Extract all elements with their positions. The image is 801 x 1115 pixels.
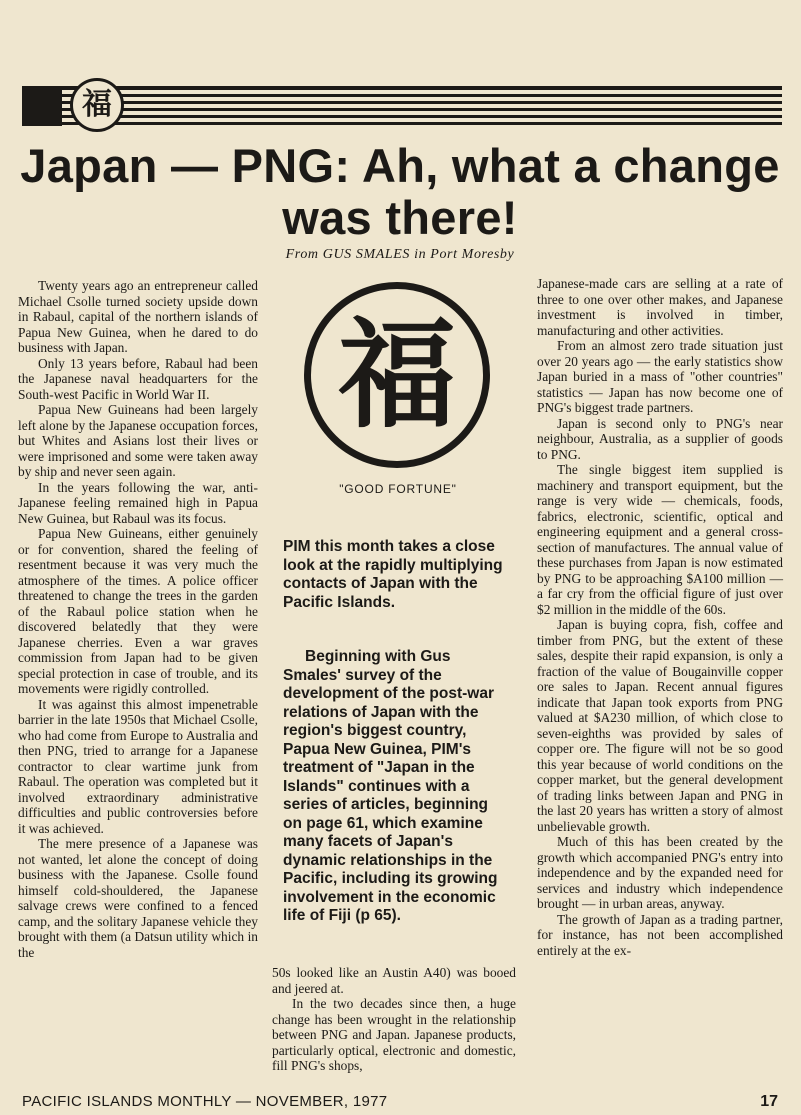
editor-intro: PIM this month takes a close look at the rapidly multiplying contacts of Japan with the Pacific Islands.	[283, 538, 503, 611]
editor-intro-continued: Beginning with Gus Smales' survey of the development of the post-war relations of Japan with the region's biggest country, Papua New Guinea, PIM's treatment of "Japan in the Islands" continues with a series of articles, beginning on page 61, which examine many facets of Japan's dynamic relationships in the Pacific, including its growing involvement in the economic life of Fiji (p 65).	[283, 648, 498, 924]
figure-caption: "GOOD FORTUNE"	[339, 482, 457, 496]
paragraph: Papua New Guineans had been largely left alone by the Japanese occupation forces, but Whites and Asians lost their lives or were imprisoned and some were taken away by ship and never seen again.	[18, 402, 258, 479]
paragraph: Japan is buying copra, fish, coffee and timber from PNG, but the extent of these sales, despite their rapid expansion, is only a fraction of the value of Bougainville copper ore sales to Japan. Recent annual figures indicate that Japan took exports from PNG valued at $A230 million, of which close to seven-eighths was provided by sales of copper ore. The figure will not be so good this year because of world conditions on the copper market, but the general development of trading links between Japan and PNG in the last 20 years has written a story of almost unbelievable growth.	[537, 617, 783, 834]
paragraph: 50s looked like an Austin A40) was booed and jeered at.	[272, 965, 516, 996]
page-footer	[22, 1088, 782, 1112]
paragraph: From an almost zero trade situation just over 20 years ago — the early statistics show Japan buried in a mass of "other countries" statistics — Japan has now become one of PNG's biggest trade partners.	[537, 338, 783, 415]
paragraph: Japan is second only to PNG's near neighbour, Australia, as a supplier of goods to PNG.	[537, 415, 783, 462]
paragraph: The mere presence of a Japanese was not wanted, let alone the concept of doing business with the Japanese. Csolle found himself cold-shouldered, the Japanese salvage crews were confined to a fenced camp, and the solitary Japanese vehicle they brought with them (a Datsun utility which in the	[18, 836, 258, 960]
good-fortune-seal-icon: 福	[304, 282, 490, 468]
byline: From GUS SMALES in Port Moresby	[285, 247, 515, 262]
publication-line: PACIFIC ISLANDS MONTHLY — NOVEMBER, 1977	[22, 1093, 388, 1110]
article-column-3	[537, 276, 783, 958]
banner-rules	[22, 82, 782, 130]
article-column-1	[18, 278, 258, 960]
headline: Japan — PNG: Ah, what a change was there!	[20, 139, 780, 244]
section-banner	[22, 78, 782, 134]
article-column-2	[272, 965, 516, 1074]
page-number: 17	[760, 1093, 778, 1110]
paragraph: The growth of Japan as a trading partner, for instance, has not been accomplished entirely at the ex-	[537, 911, 783, 958]
paragraph: It was against this almost impenetrable barrier in the late 1950s that Michael Csolle, who had come from Europe to Australia and then PNG, tried to arrange for a Japanese contractor to clear wartime junk from Rabaul. The operation was completed but it involved extraordinary administrative difficulties and public controversies before it was achieved.	[18, 696, 258, 836]
paragraph: Only 13 years before, Rabaul had been the Japanese naval headquarters for the South-west Pacific in World War II.	[18, 355, 258, 402]
fortune-emblem-icon: 福	[70, 78, 124, 132]
paragraph: Japanese-made cars are selling at a rate of three to one over other makes, and Japanese investment is involved in timber, manufacturing and other activities.	[537, 276, 783, 338]
paragraph: Much of this has been created by the growth which accompanied PNG's entry into independence and by the expanded need for services and industry which independence brought — in urban areas, anyway.	[537, 834, 783, 911]
paragraph: Papua New Guineans, either genuinely or for convention, shared the feeling of resentment because it was very much the atmosphere of the times. A police officer threatened to change the trees in the garden of the Rabaul police station when he discovered belatedly that they were Japanese cherries. Even a war graves commission from Japan had to be given special protection in case of trouble, and its movements were rigidly controlled.	[18, 526, 258, 696]
paragraph: Twenty years ago an entrepreneur called Michael Csolle turned society upside down in Rabaul, capital of the northern islands of Papua New Guinea, when he dared to do business with Japan.	[18, 278, 258, 355]
paragraph: The single biggest item supplied is machinery and transport equipment, but the range is very wide — chemicals, foods, fabrics, electronic, scientific, optical and engineering equipment and a general cross-section of manufactures. The annual value of these purchases from Japan is now estimated by PNG to be approaching $A100 million — a far cry from the official figure of just over $2 million in the middle of the 60s.	[537, 462, 783, 617]
paragraph: In the two decades since then, a huge change has been wrought in the relationship between PNG and Japan. Japanese products, particularly optical, electronic and domestic, fill PNG's shops,	[272, 996, 516, 1073]
paragraph: In the years following the war, anti-Japanese feeling remained high in Papua New Guinea, but Rabaul was its focus.	[18, 479, 258, 526]
